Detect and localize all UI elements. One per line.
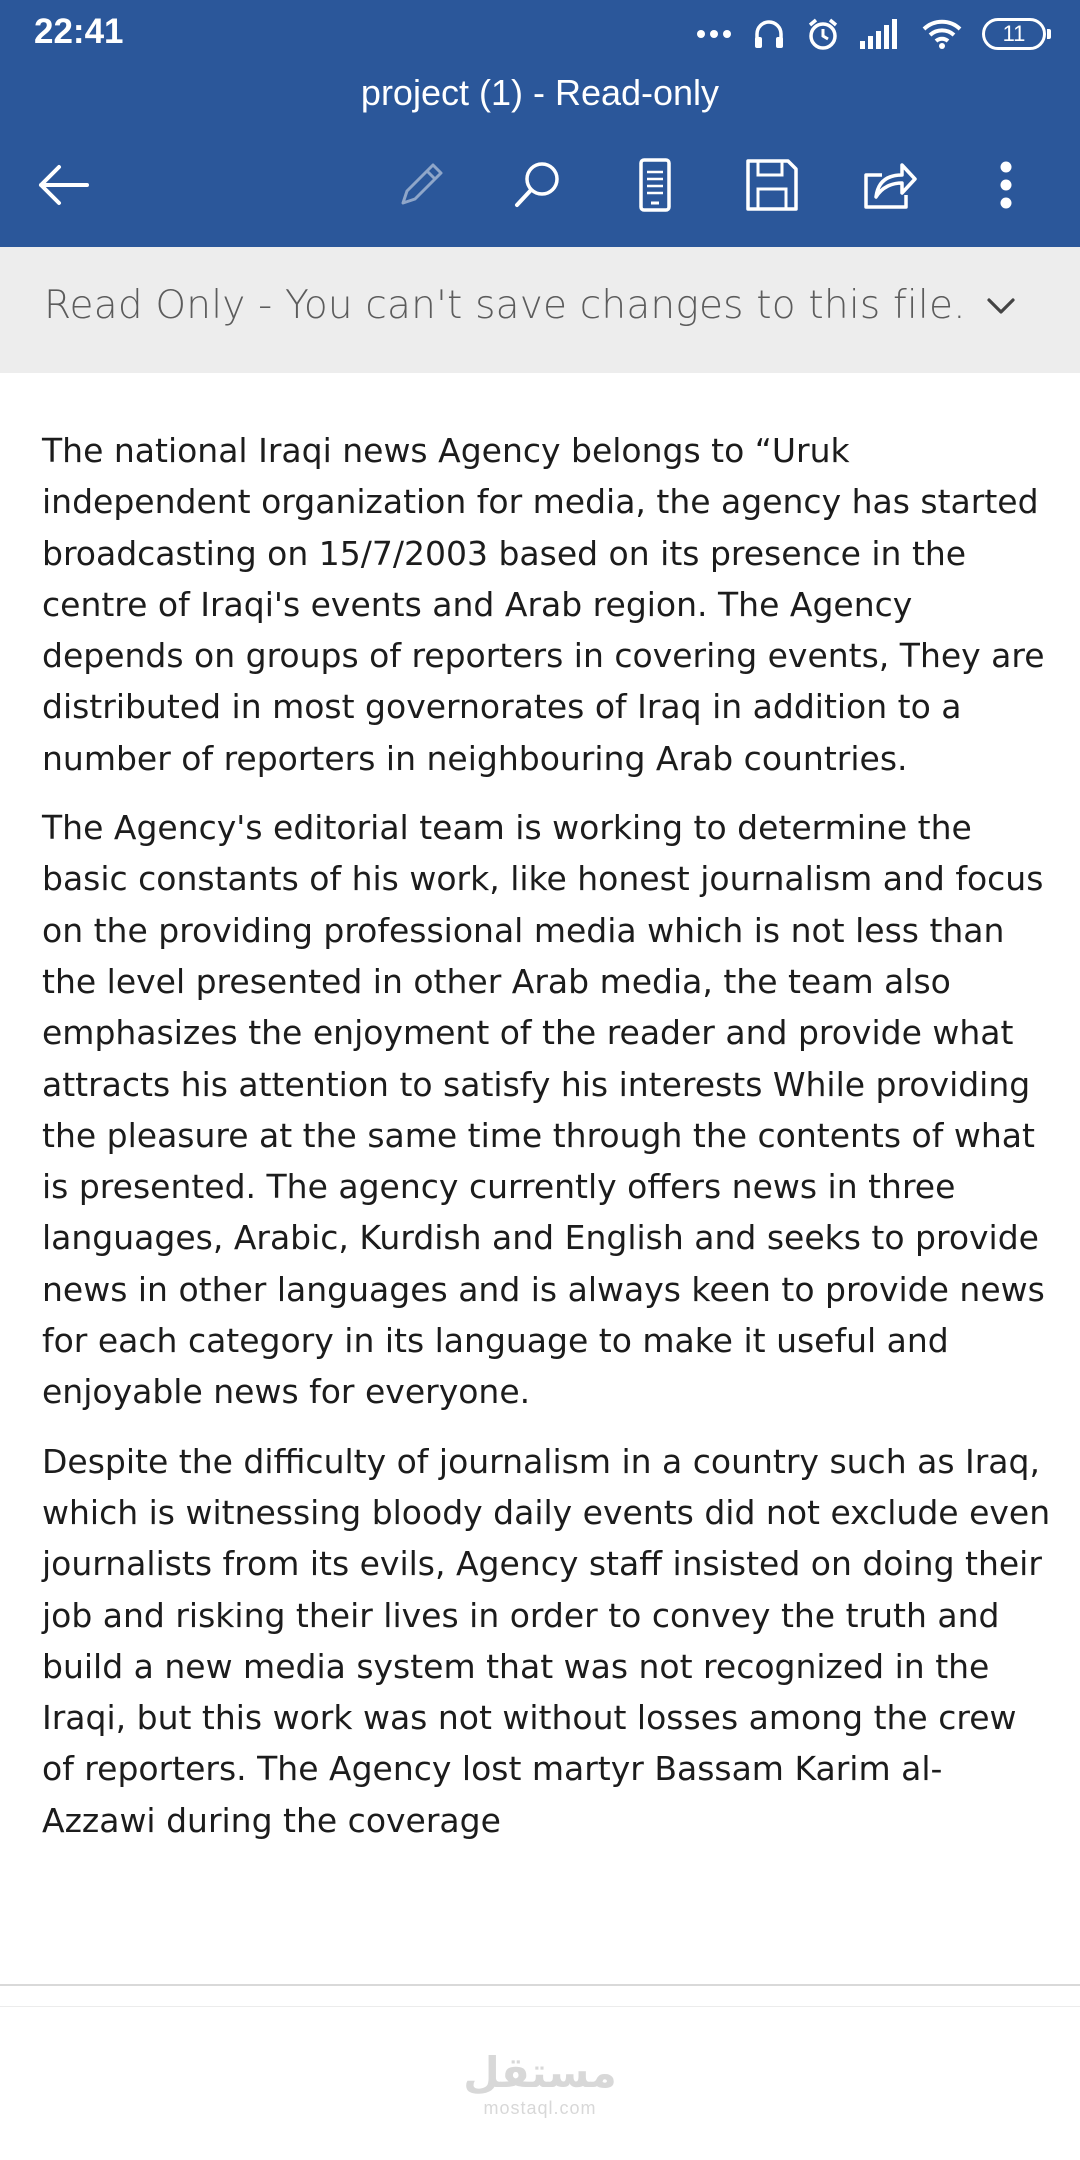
mobile-view-button[interactable] [620, 150, 690, 220]
save-icon [744, 157, 800, 213]
headphones-icon [752, 17, 786, 51]
mobile-view-icon [635, 157, 675, 213]
status-time: 22:41 [34, 12, 124, 51]
page-divider-secondary [0, 2006, 1080, 2007]
watermark-latin: mostaql.com [483, 2098, 597, 2118]
paragraph: The Agency's editorial team is working to determine the basic constants of his work, like honest journalism and focus on the providing professional media which is not less than the level presented in other Arab media, the team also emphasizes the enjoyment of the reader and provide what attracts his attention to satisfy his interests While providing the pleasure at the same time through the contents of what is presented. The agency currently offers news in three languages, Arabic, Kurdish and English and seeks to provide news in other languages and is always keen to provide news for each category in its language to make it useful and enjoyable news for everyone. [42, 808, 1045, 1412]
battery-icon: 11 [982, 18, 1046, 50]
status-icons [696, 14, 1046, 54]
back-button[interactable] [28, 150, 98, 220]
back-arrow-icon [35, 163, 91, 207]
share-icon [860, 159, 918, 211]
search-button[interactable] [503, 150, 573, 220]
app-bar [0, 0, 1080, 247]
more-options-icon [999, 160, 1013, 210]
watermark-arabic: مستقل [463, 2048, 617, 2097]
search-icon [510, 157, 566, 213]
banner-expand-button[interactable] [986, 296, 1016, 320]
signal-icon [860, 19, 902, 49]
more-dots-icon [696, 29, 732, 39]
paragraph: The national Iraqi news Agency belongs to “Uruk independent organization for media, the agency has started broadcasting on 15/7/2003 based on its presence in the centre of Iraqi's events and Arab region. The Agency depends on groups of reporters in covering events, They are distributed in most governorates of Iraq in addition to a number of reporters in neighbouring Arab countries. [42, 431, 1045, 778]
read-only-banner[interactable] [0, 247, 1080, 373]
document-title: project (1) - Read-only [360, 72, 720, 113]
paragraph: Despite the difficulty of journalism in a country such as Iraq, which is witnessing bloody daily events did not exclude even journalists from its evils, Agency staff insisted on doing their job and risking their lives in order to convey the truth and build a new media system that was not recognized in the Iraqi, but this work was not without losses among the crew of reporters. The Agency lost martyr Bassam Karim al-Azzawi during the coverage [42, 1441, 1051, 1840]
edit-pencil-icon [393, 157, 449, 213]
save-button[interactable] [737, 150, 807, 220]
page-divider [0, 1984, 1080, 1986]
read-only-message: Read Only - You can't save changes to this file. [44, 283, 966, 328]
watermark [0, 2048, 1080, 2119]
status-bar [0, 0, 1080, 70]
more-options-button[interactable] [971, 150, 1041, 220]
wifi-icon [922, 19, 962, 49]
share-button[interactable] [854, 150, 924, 220]
chevron-down-icon [986, 296, 1016, 316]
edit-button[interactable] [386, 150, 456, 220]
alarm-icon [806, 17, 840, 51]
document-body[interactable] [42, 425, 1052, 1864]
